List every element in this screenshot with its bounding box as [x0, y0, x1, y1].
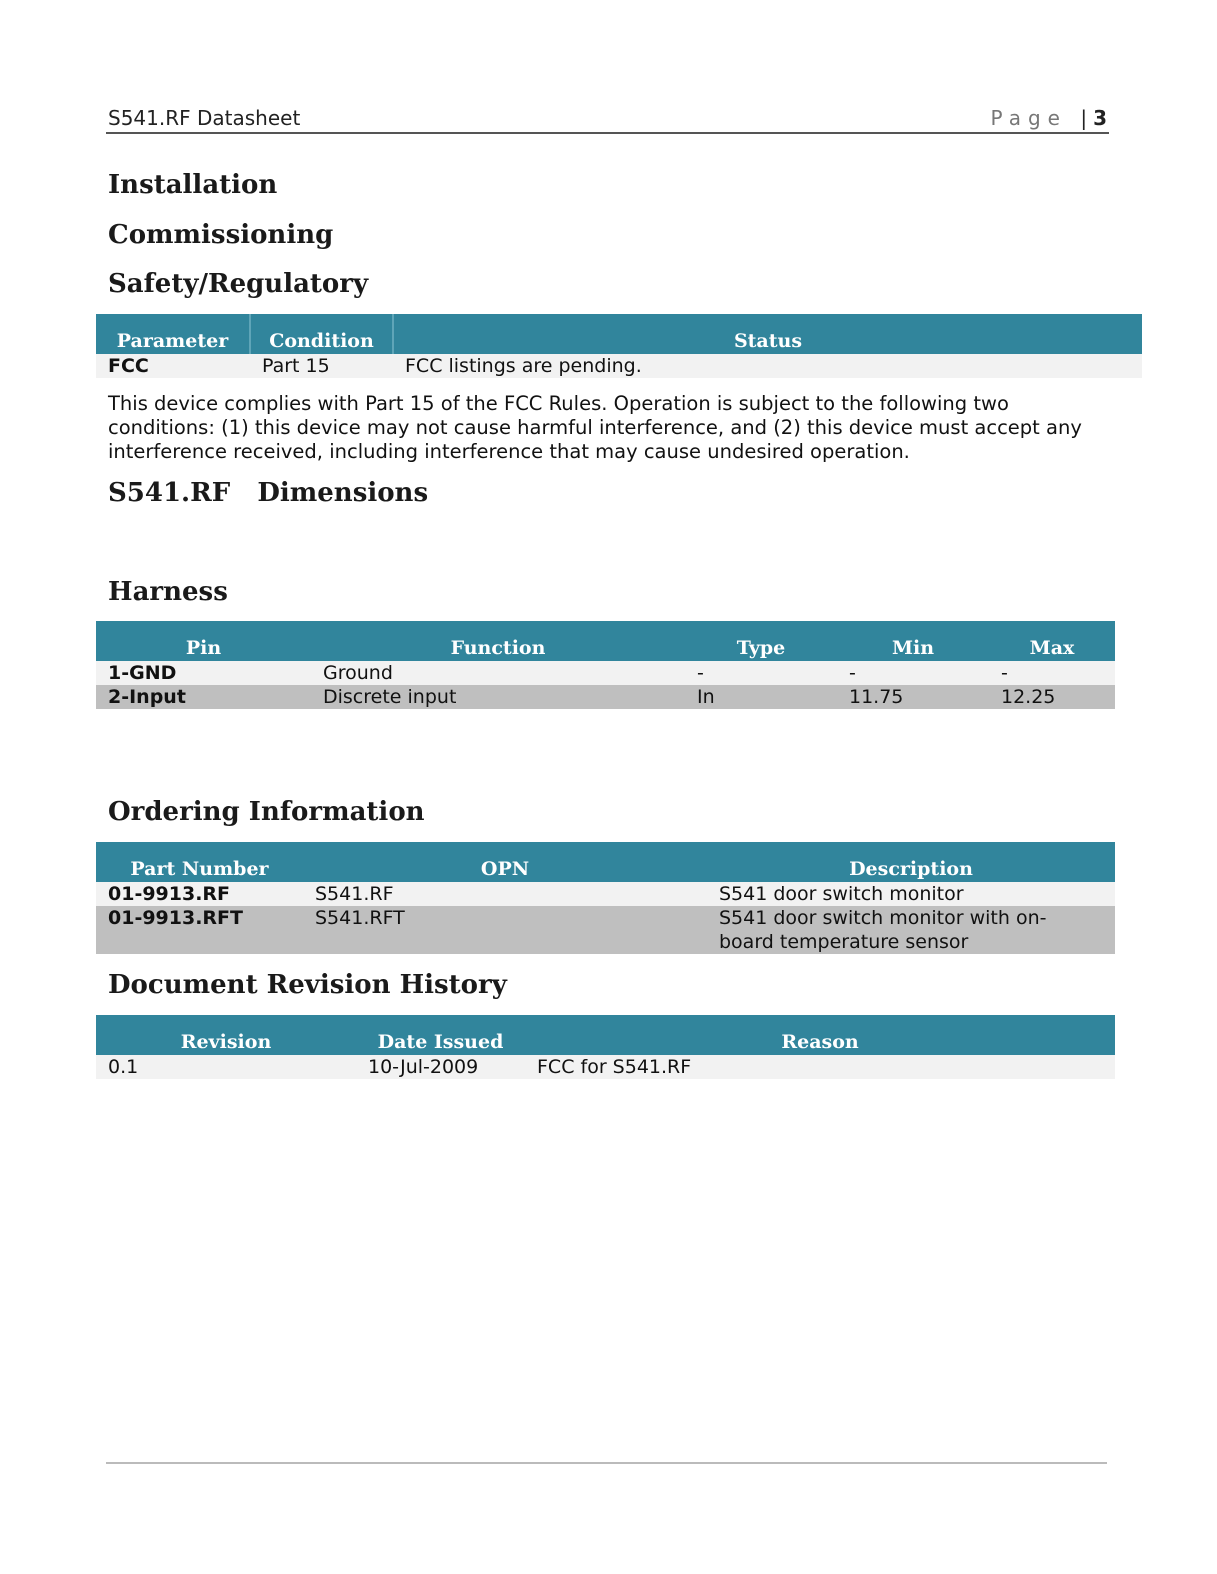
header-reason: Reason — [525, 1015, 1115, 1055]
cell-opn: S541.RFT — [303, 906, 707, 954]
cell-parameter: FCC — [96, 354, 250, 378]
cell-pin: 2-Input — [96, 685, 311, 709]
heading-dimensions: S541.RF Dimensions — [108, 478, 429, 508]
table-row — [96, 882, 1115, 906]
header-type: Type — [685, 621, 837, 661]
cell-description: S541 door switch monitor with on-board temperature sensor — [707, 906, 1115, 954]
header-function: Function — [311, 621, 685, 661]
cell-condition: Part 15 — [250, 354, 393, 378]
harness-table — [96, 621, 1115, 709]
cell-part-number: 01-9913.RF — [96, 882, 303, 906]
header-pin: Pin — [96, 621, 311, 661]
table-row — [96, 661, 1115, 685]
cell-status: FCC listings are pending. — [393, 354, 1142, 378]
header-date-issued: Date Issued — [356, 1015, 525, 1055]
cell-revision: 0.1 — [96, 1055, 356, 1079]
header-description: Description — [707, 842, 1115, 882]
revision-table — [96, 1015, 1115, 1079]
header-max: Max — [989, 621, 1115, 661]
header-opn: OPN — [303, 842, 707, 882]
page-indicator — [991, 106, 1107, 130]
cell-function: Discrete input — [311, 685, 685, 709]
heading-harness: Harness — [108, 577, 228, 607]
page-number: 3 — [1093, 106, 1107, 130]
page-separator: | — [1080, 106, 1088, 130]
cell-pin: 1-GND — [96, 661, 311, 685]
table-row — [96, 906, 1115, 954]
cell-max: - — [989, 661, 1115, 685]
fcc-statement: This device complies with Part 15 of the FCC Rules. Operation is subject to the following two conditions: (1) this device may not cause harmful interference, and (2) this device must accept any interference received, including interference that may cause undesired operation. — [108, 392, 1082, 463]
heading-safety-regulatory: Safety/Regulatory — [108, 269, 369, 299]
cell-reason: FCC for S541.RF — [525, 1055, 1115, 1079]
cell-type: - — [685, 661, 837, 685]
page-header — [106, 106, 1109, 134]
table-row — [96, 354, 1142, 378]
heading-installation: Installation — [108, 170, 278, 200]
cell-type: In — [685, 685, 837, 709]
cell-opn: S541.RF — [303, 882, 707, 906]
cell-min: 11.75 — [837, 685, 989, 709]
heading-ordering-information: Ordering Information — [108, 797, 425, 827]
document-title: S541.RF Datasheet — [108, 106, 301, 130]
ordering-table-header — [96, 842, 1115, 882]
page-word: Page — [990, 106, 1067, 130]
table-row — [96, 685, 1115, 709]
footer-divider — [106, 1462, 1107, 1464]
header-part-number: Part Number — [96, 842, 303, 882]
heading-document-revision-history: Document Revision History — [108, 970, 507, 1000]
cell-part-number: 01-9913.RFT — [96, 906, 303, 954]
table-row — [96, 1055, 1115, 1079]
header-min: Min — [837, 621, 989, 661]
header-parameter: Parameter — [96, 314, 250, 354]
heading-commissioning: Commissioning — [108, 220, 334, 250]
safety-table — [96, 314, 1142, 378]
ordering-table — [96, 842, 1115, 954]
header-status: Status — [393, 314, 1142, 354]
header-revision: Revision — [96, 1015, 356, 1055]
cell-description: S541 door switch monitor — [707, 882, 1115, 906]
harness-table-header — [96, 621, 1115, 661]
revision-table-header — [96, 1015, 1115, 1055]
cell-min: - — [837, 661, 989, 685]
safety-table-header — [96, 314, 1142, 354]
cell-function: Ground — [311, 661, 685, 685]
cell-date-issued: 10-Jul-2009 — [356, 1055, 525, 1079]
cell-max: 12.25 — [989, 685, 1115, 709]
header-condition: Condition — [250, 314, 393, 354]
